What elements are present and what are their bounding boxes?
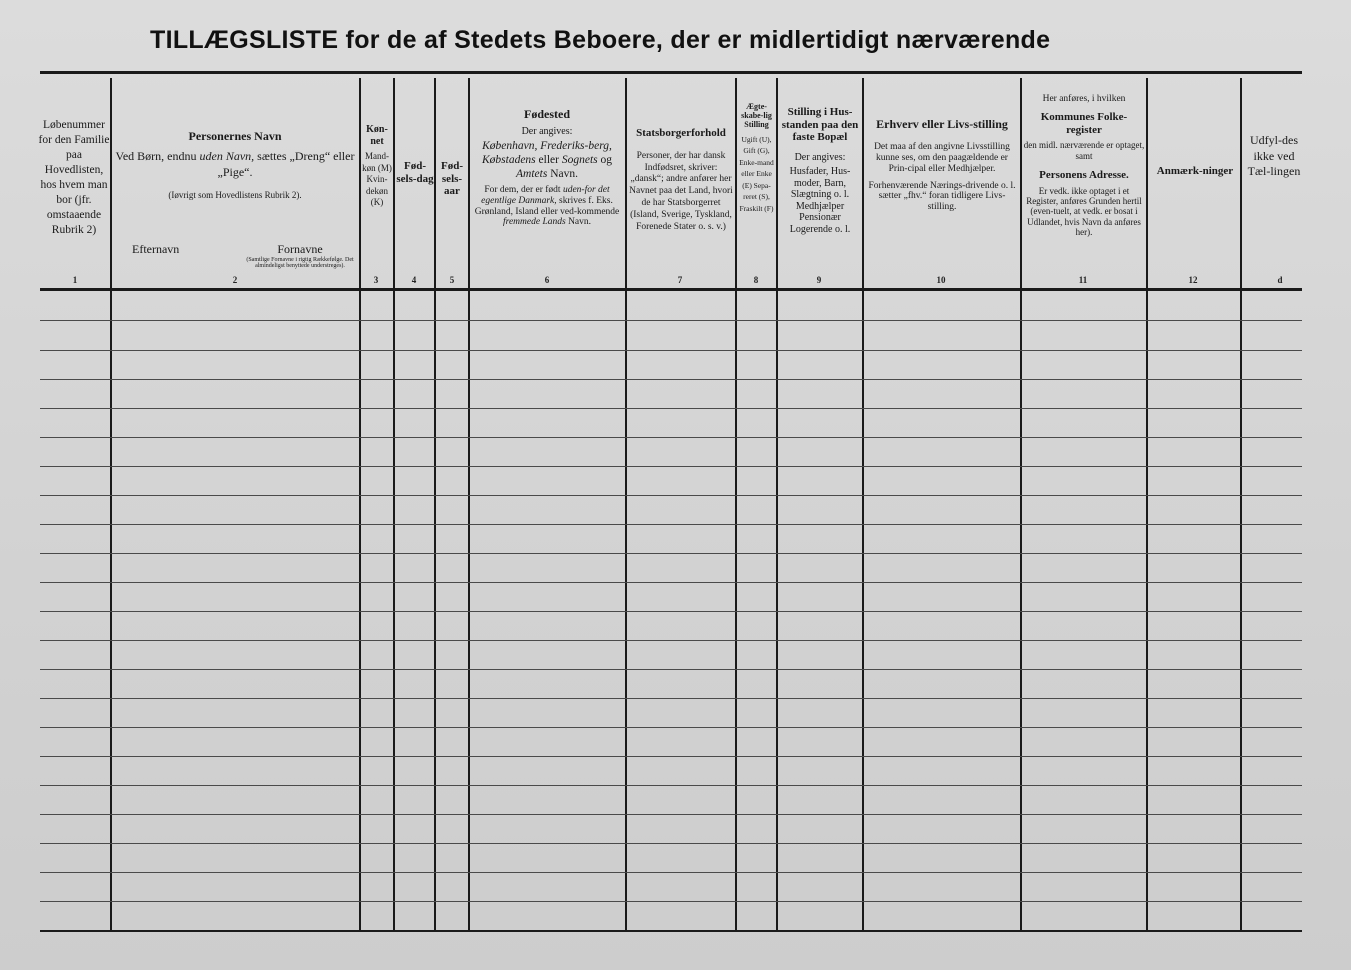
column-9-text: Husfader, Hus-moder, Barn, Slægtning o. l. Medhjælper Pensionær Logerende o. l. <box>789 166 851 235</box>
column-6-end-2: Navn. <box>568 217 592 228</box>
column-6-text-2: For dem, der er født <box>484 184 561 195</box>
ruled-row-line <box>40 553 1302 554</box>
column-number: 10 <box>936 275 946 285</box>
top-rule <box>40 71 1302 74</box>
ruled-row-line <box>40 669 1302 670</box>
column-11-text-2: Er vedk. ikke optaget i et Register, anføres Grunden hertil (even-tuelt, at vedk. er bosat i Udlandet, hvis Navn da anføres her). <box>1026 185 1142 237</box>
column-divider <box>393 78 395 932</box>
column-6-end: Navn. <box>550 167 578 180</box>
column-6-heading: Fødested <box>524 107 570 121</box>
firstnames-note: (Samtlige Fornavne i rigtig Rækkefølge. Det almindeligst benyttede understreges). <box>246 256 354 270</box>
column-2-line1: Ved Børn, endnu <box>115 148 197 163</box>
column-3-header <box>361 124 393 209</box>
column-11-pre: Her anføres, i hvilken <box>1042 94 1126 104</box>
column-3-heading: Køn-net <box>366 124 388 147</box>
ruled-row-line <box>40 466 1302 467</box>
column-8-text: Ugift (U), Gift (G), Enke-mand eller Enke (E) Sepa-reret (S), Fraskilt (F) <box>739 134 774 213</box>
column-number: 1 <box>72 275 78 285</box>
column-divider <box>434 78 436 932</box>
column-6-header <box>472 108 622 228</box>
column-12-header <box>1150 165 1240 182</box>
column-number: 5 <box>449 275 455 285</box>
column-10-text: Det maa af den angivne Livsstilling kunne ses, om den paagældende er Prin-cipal eller Medhjælper. <box>874 141 1010 174</box>
column-number: 9 <box>816 275 822 285</box>
column-d-text: Udfyl-des ikke ved Tæl-lingen <box>1247 133 1301 179</box>
column-divider <box>1240 78 1242 932</box>
column-2-line1-italic: uden Navn, <box>199 148 255 163</box>
column-divider <box>468 78 470 932</box>
ruled-row-line <box>40 698 1302 699</box>
column-10-header <box>866 118 1018 213</box>
column-4-header <box>396 160 434 189</box>
column-number: 12 <box>1188 275 1198 285</box>
column-8-header <box>738 102 775 214</box>
ruled-row-line <box>40 582 1302 583</box>
ruled-row-line <box>40 437 1302 438</box>
ruled-row-line <box>40 640 1302 641</box>
column-6-italic-4: uden-for det egentlige Danmark, <box>481 184 610 206</box>
form-title: TILLÆGSLISTE for de af Stedets Beboere, der er midlertidigt nærværende <box>150 26 1051 54</box>
ruled-row-line <box>40 785 1302 786</box>
column-6-italic-3: Amtets <box>516 167 548 180</box>
bottom-rule <box>40 930 1302 932</box>
column-11-heading-2: Personens Adresse. <box>1039 168 1129 181</box>
column-1-header <box>38 118 110 238</box>
column-9-header <box>779 106 861 235</box>
column-6-mid-2: og <box>600 154 612 167</box>
ruled-row-line <box>40 495 1302 496</box>
column-9-sub: Der angives: <box>794 151 846 163</box>
ruled-row-line <box>40 872 1302 873</box>
column-divider <box>110 78 112 932</box>
column-7-header <box>627 127 735 233</box>
column-7-text: Personer, der har dansk Indfødsret, skriver: „dansk“; andre anfører her Navnet paa det Land, hvori de har Statsborgerret (Island, Sverige, Tyskland, Forenede Stater o. s. v.) <box>629 150 733 233</box>
column-number: d <box>1277 275 1283 285</box>
column-6-text-3: skrives f. Eks. Grønland, Island eller ved-kommende <box>474 195 620 217</box>
column-5-header <box>436 160 468 202</box>
column-number: 7 <box>677 275 683 285</box>
column-number: 4 <box>411 275 417 285</box>
column-number: 3 <box>373 275 379 285</box>
ruled-row-line <box>40 901 1302 902</box>
header-bottom-rule <box>40 288 1302 291</box>
ruled-row-line <box>40 408 1302 409</box>
column-9-heading: Stilling i Hus-standen paa den faste Bopæl <box>781 106 859 144</box>
column-divider <box>1020 78 1022 932</box>
column-2-line1-end: sættes „Dreng“ eller „Pige“. <box>217 148 355 179</box>
column-7-heading: Statsborgerforhold <box>636 127 726 139</box>
column-11-header <box>1023 94 1145 237</box>
surname-label: Efternavn <box>132 242 180 256</box>
column-number: 11 <box>1078 275 1088 285</box>
column-11-text: den midl. nærværende er optaget, samt <box>1023 140 1145 161</box>
ruled-row-line <box>40 350 1302 351</box>
surname-subheader <box>116 243 206 257</box>
column-5-heading: Fød-sels-aar <box>441 160 463 198</box>
column-6-italic-1: København, Frederiks-berg, Købstadens <box>481 140 612 167</box>
column-number: 2 <box>232 275 238 285</box>
column-divider <box>1146 78 1148 932</box>
ruled-row-line <box>40 727 1302 728</box>
column-2-heading: Personernes Navn <box>188 129 282 143</box>
ruled-row-line <box>40 379 1302 380</box>
column-1-text: Løbenummer for den Familie paa Hovedlisten, hos hvem man bor (jfr. omstaaende Rubrik 2) <box>38 119 110 236</box>
ruled-row-line <box>40 756 1302 757</box>
column-4-heading: Fød-sels-dag <box>396 160 434 185</box>
column-divider <box>776 78 778 932</box>
ruled-row-line <box>40 524 1302 525</box>
column-6-sub: Der angives: <box>521 125 573 137</box>
column-d-header <box>1243 133 1305 180</box>
column-6-italic-2: Sognets <box>561 154 598 167</box>
column-2-header <box>114 130 356 201</box>
ruled-row-line <box>40 611 1302 612</box>
ruled-row-line <box>40 320 1302 321</box>
column-6-mid-1: eller <box>538 154 559 167</box>
column-number: 6 <box>544 275 550 285</box>
firstnames-subheader <box>240 243 360 270</box>
column-10-text-2: Forhenværende Nærings-drivende o. l. sætter „fhv.“ foran tidligere Livs-stilling. <box>868 180 1016 213</box>
column-divider <box>735 78 737 932</box>
column-11-heading: Kommunes Folke-register <box>1040 110 1128 136</box>
firstnames-label: Fornavne <box>277 242 323 256</box>
ruled-row-line <box>40 814 1302 815</box>
ruled-row-line <box>40 843 1302 844</box>
column-3-text: Mand-køn (M) Kvin-dekøn (K) <box>362 151 392 207</box>
column-divider <box>862 78 864 932</box>
column-2-note: (Iøvrigt som Hovedlistens Rubrik 2). <box>168 190 302 201</box>
column-10-heading: Erhverv eller Livs-stilling <box>876 117 1008 131</box>
column-12-heading: Anmærk-ninger <box>1156 165 1234 177</box>
column-number: 8 <box>753 275 759 285</box>
column-6-italic-5: fremmede Lands <box>502 217 566 228</box>
column-8-heading: Ægte-skabe-lig Stilling <box>741 102 772 130</box>
